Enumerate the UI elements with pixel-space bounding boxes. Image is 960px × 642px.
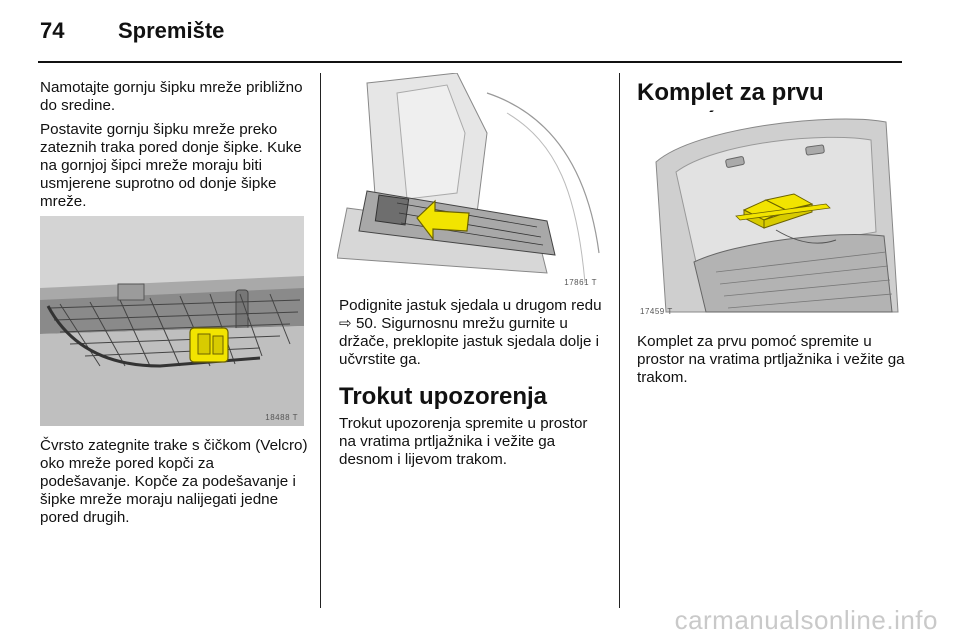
col2-paragraph-1-b: 50. Sigurnosnu mrežu gurnite u držače, preklopite jastuk sjedala dolje i učvrstite ga.: [339, 315, 600, 368]
col1-paragraph-1: Namotajte gornju šipku mreže približno do sredine.: [40, 79, 303, 114]
column-divider-1: [320, 73, 321, 608]
column-2: [339, 297, 607, 475]
figure-code-17459: 17459 T: [640, 307, 673, 316]
seat-net-illustration: [337, 73, 603, 291]
heading-warning-triangle: Trokut upozorenja: [339, 383, 548, 410]
first-aid-kit-illustration: [636, 112, 900, 320]
col2-paragraph-1-a: Podignite jastuk sjedala u drugom redu: [339, 297, 602, 314]
column-3-bottom: [637, 333, 907, 393]
col1-paragraph-2: Postavite gornju šipku mreže preko zateznih traka pored donje šipke. Kuke na gornjoj šipci mreže moraju biti usmjerene suprotno od donje šipke mreže.: [40, 121, 302, 210]
page-title: Spremište: [118, 18, 225, 43]
column-1-bottom: [40, 437, 308, 533]
column-divider-2: [619, 73, 620, 608]
figure-code-17861: 17861 T: [564, 278, 597, 287]
figure-code-18488: 18488 T: [265, 413, 298, 422]
header-rule: [38, 61, 902, 63]
page-number: 74: [40, 18, 65, 43]
col2-paragraph-2: Trokut upozorenja spremite u prostor na vratima prtljažnika i vežite ga desnom i lijevom trakom.: [339, 415, 588, 468]
col3-paragraph-1: Komplet za prvu pomoć spremite u prostor na vratima prtljažnika i vežite ga trakom.: [637, 333, 905, 386]
col2-paragraph-1: [339, 297, 607, 369]
page-reference-arrow-icon[interactable]: ⇨: [339, 315, 352, 332]
col1-paragraph-3: Čvrsto zategnite trake s čičkom (Velcro) oko mreže pored kopči za podešavanje. Kopče za podešavanje i šipke mreže moraju nalijegati jedne pored drugih.: [40, 437, 308, 526]
net-hook-illustration: [40, 216, 304, 426]
column-1: [40, 79, 310, 217]
watermark[interactable]: carmanualsonline.info: [674, 605, 938, 635]
heading-first-aid-kit: Komplet za prvu: [637, 79, 824, 106]
